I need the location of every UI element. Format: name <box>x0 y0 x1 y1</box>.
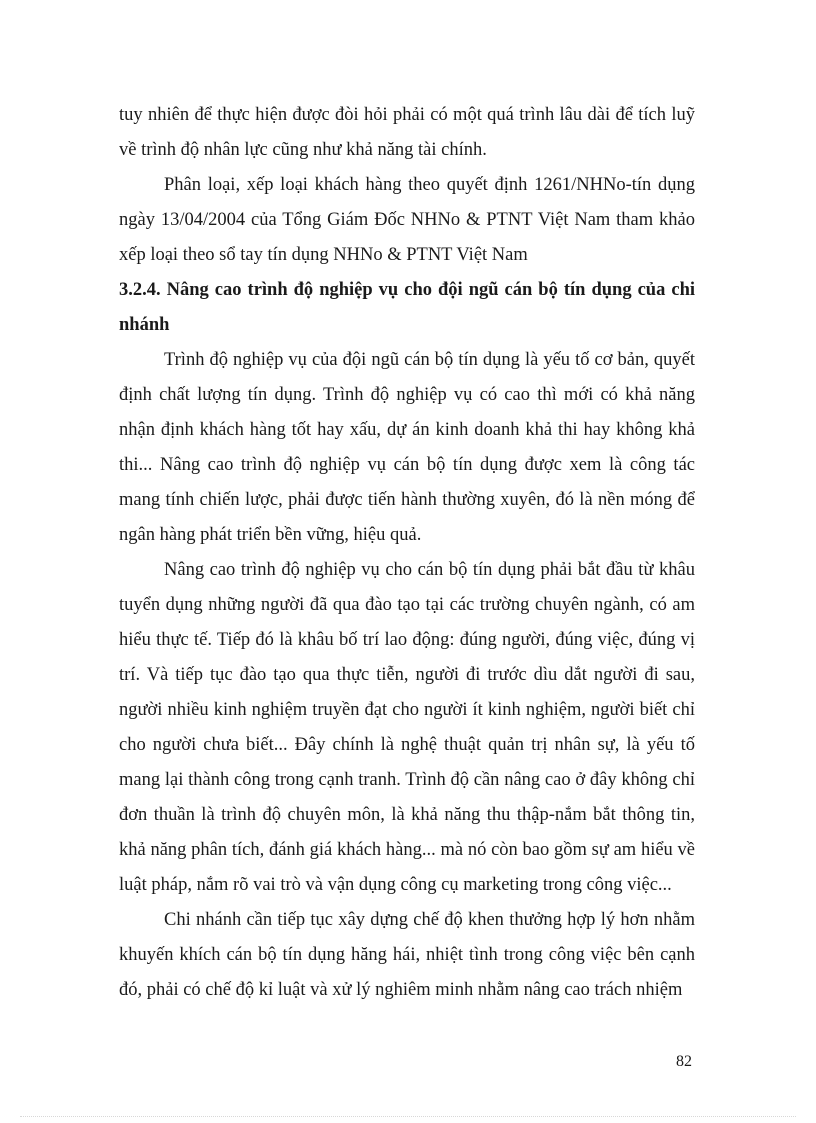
paragraph-credit-staff-competence: Trình độ nghiệp vụ của đội ngũ cán bộ tín dụng là yếu tố cơ bản, quyết định chất lượng tín dụng. Trình độ nghiệp vụ có cao thì mới có khả năng nhận định khách hàng tốt hay xấu, dự án kinh doanh khả thi hay không khả thi... Nâng cao trình độ nghiệp vụ cán bộ tín dụng được xem là công tác mang tính chiến lược, phải được tiến hành thường xuyên, đó là nền móng để ngân hàng phát triển bền vững, hiệu quả. <box>119 350 695 545</box>
page-body <box>119 98 695 1008</box>
page-bottom-divider <box>20 1116 796 1117</box>
section-heading-3-2-4: 3.2.4. Nâng cao trình độ nghiệp vụ cho đội ngũ cán bộ tín dụng của chi nhánh <box>119 280 695 335</box>
paragraph-recruitment-training: Nâng cao trình độ nghiệp vụ cho cán bộ tín dụng phải bắt đầu từ khâu tuyển dụng những người đã qua đào tạo tại các trường chuyên ngành, có am hiểu thực tế. Tiếp đó là khâu bố trí lao động: đúng người, đúng việc, đúng vị trí. Và tiếp tục đào tạo qua thực tiễn, người đi trước dìu dắt người đi sau, người nhiều kinh nghiệm truyền đạt cho người ít kinh nghiệm, người biết chỉ cho người chưa biết... Đây chính là nghệ thuật quản trị nhân sự, là yếu tố mang lại thành công trong cạnh tranh. Trình độ cần nâng cao ở đây không chỉ đơn thuần là trình độ chuyên môn, là khả năng thu thập-nắm bắt thông tin, khả năng phân tích, đánh giá khách hàng... mà nó còn bao gồm sự am hiểu về luật pháp, nắm rõ vai trò và vận dụng công cụ marketing trong công việc... <box>119 560 695 895</box>
paragraph-continuation: tuy nhiên để thực hiện được đòi hỏi phải có một quá trình lâu dài để tích luỹ về trình độ nhân lực cũng như khả năng tài chính. <box>119 105 695 160</box>
paragraph-reward-discipline: Chi nhánh cần tiếp tục xây dựng chế độ khen thưởng hợp lý hơn nhằm khuyến khích cán bộ tín dụng hăng hái, nhiệt tình trong công việc bên cạnh đó, phải có chế độ kỉ luật và xử lý nghiêm minh nhằm nâng cao trách nhiệm <box>119 910 695 1000</box>
paragraph-customer-classification: Phân loại, xếp loại khách hàng theo quyết định 1261/NHNo-tín dụng ngày 13/04/2004 của Tổng Giám Đốc NHNo & PTNT Việt Nam tham khảo xếp loại theo sổ tay tín dụng NHNo & PTNT Việt Nam <box>119 175 695 265</box>
page-number: 82 <box>676 1053 692 1070</box>
